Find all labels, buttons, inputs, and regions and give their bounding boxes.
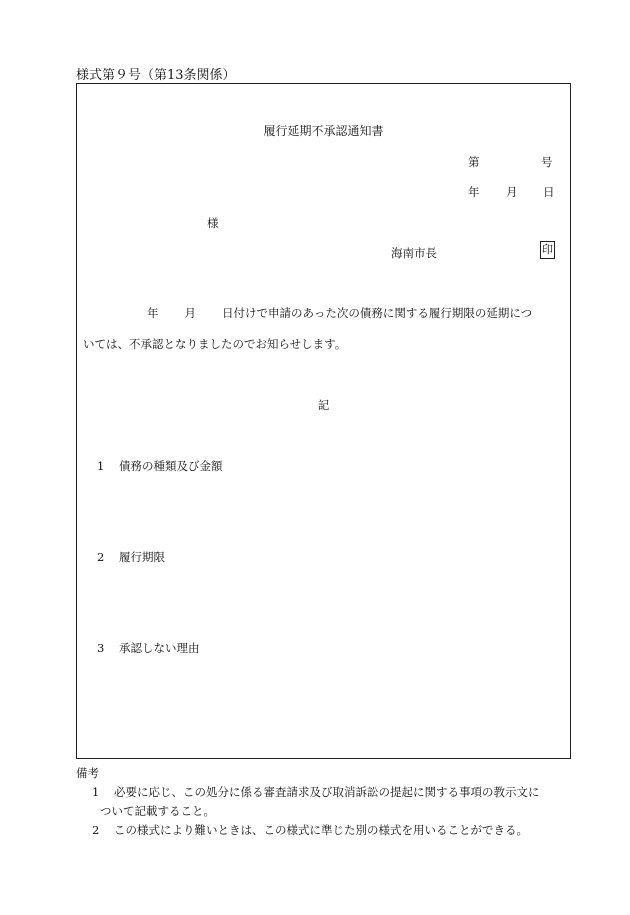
addressee-suffix: 様 [207, 216, 219, 230]
document-title: 履行延期不承認通知書 [263, 124, 384, 138]
note-number: 1 [92, 785, 100, 799]
item-rejection-reason [97, 640, 200, 656]
date-year: 年 [468, 185, 480, 199]
item-number: 2 [97, 550, 105, 564]
note-number: 2 [92, 823, 100, 837]
note-text: この様式により難いときは、この様式に準じた別の様式を用いることができる。 [114, 823, 528, 837]
document-frame [76, 83, 571, 759]
item-label: 債務の種類及び金額 [119, 459, 223, 473]
body-month: 月 [184, 306, 196, 320]
body-line1-rest: 日付けで申請のあった次の債務に関する履行期限の延期につ [222, 306, 533, 320]
item-number: 1 [97, 459, 105, 473]
ki-heading: 記 [317, 398, 330, 412]
form-number-label: 様式第９号（第13条関係） [76, 68, 236, 83]
note-text: 必要に応じ、この処分に係る審査請求及び取消訴訟の提起に関する事項の教示文に [114, 785, 540, 799]
date-day: 日 [543, 185, 555, 199]
body-text-line1 [85, 305, 532, 321]
item-label: 履行期限 [119, 550, 165, 564]
seal-mark: 印 [540, 241, 555, 259]
notes-heading: 備考 [76, 766, 99, 780]
item-debt-type-amount [97, 458, 223, 474]
document-number-prefix: 第 [468, 155, 480, 169]
item-performance-deadline [97, 549, 165, 565]
body-year: 年 [147, 306, 159, 320]
note-item-1 [92, 784, 540, 800]
sender-name: 海南市長 [391, 246, 437, 260]
item-number: 3 [97, 641, 105, 655]
document-number-suffix: 号 [541, 155, 553, 169]
note-item-2 [92, 822, 528, 838]
item-label: 承認しない理由 [119, 641, 200, 655]
note-item-1-continuation: ついて記載すること。 [100, 804, 215, 818]
body-text-line2: いては、不承認となりましたのでお知らせします。 [83, 337, 347, 351]
date-month: 月 [506, 185, 518, 199]
